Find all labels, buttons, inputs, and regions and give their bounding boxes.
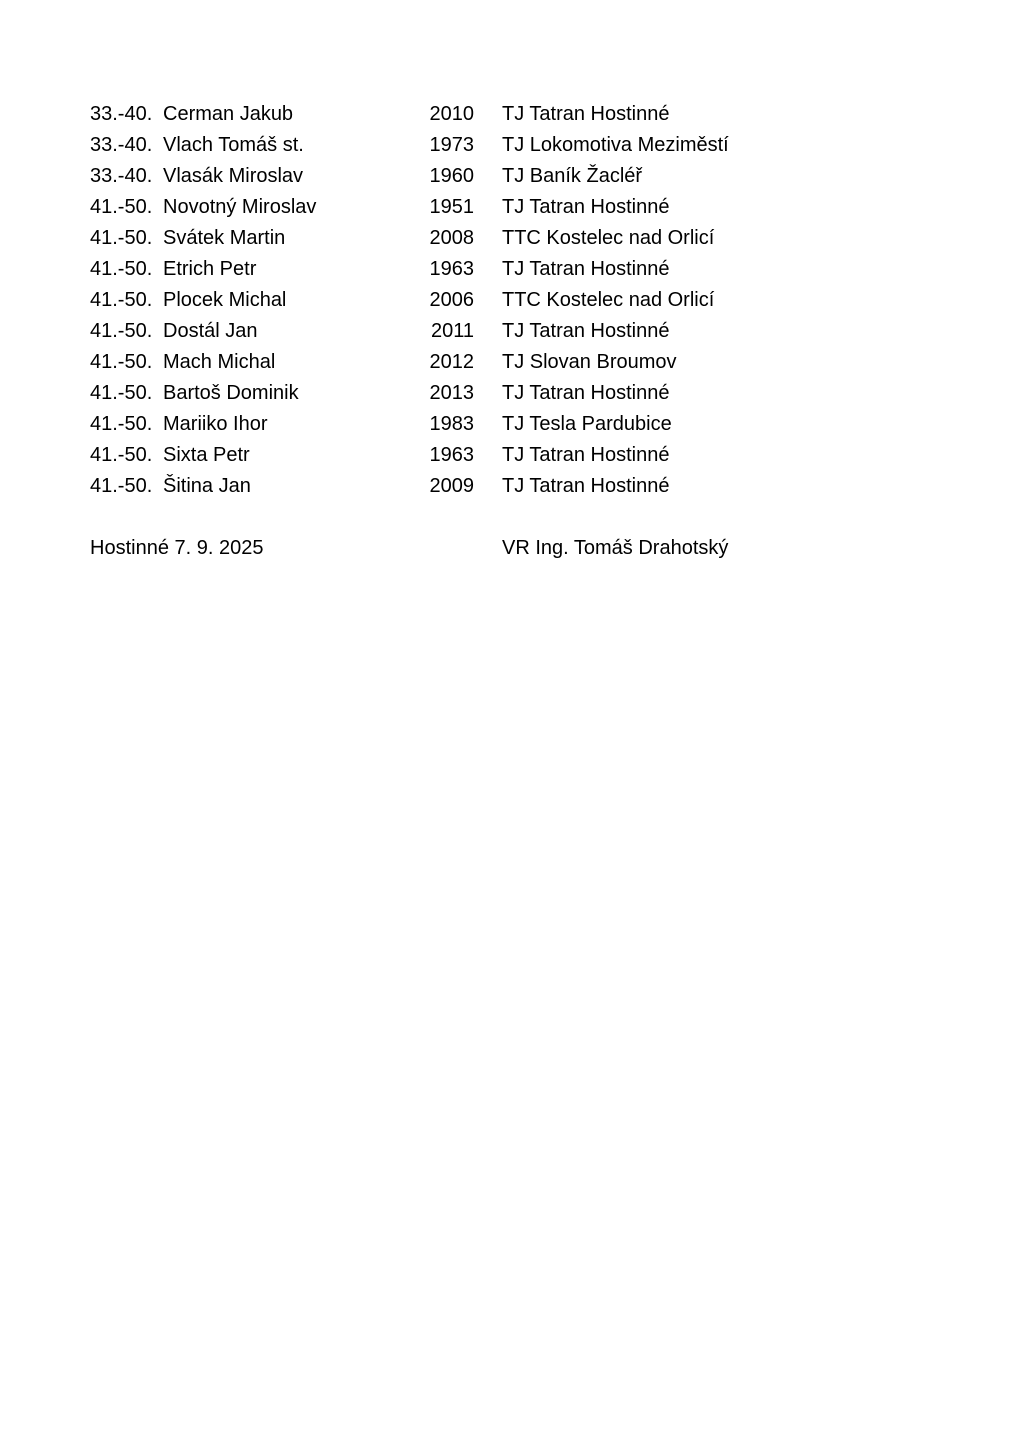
result-name: Cerman Jakub [163,103,294,125]
result-club: TJ Tatran Hostinné [502,103,670,125]
result-rank: 41.-50. [90,227,153,249]
result-year: 2010 [429,103,474,125]
result-rank: 41.-50. [90,258,153,280]
result-rank: 33.-40. [90,165,153,187]
result-row [90,130,790,161]
result-name: Dostál Jan [163,320,258,342]
document-footer [90,533,790,564]
result-year: 1960 [429,165,474,187]
result-club: TJ Tatran Hostinné [502,475,670,497]
result-rank: 41.-50. [90,475,153,497]
result-name: Sixta Petr [163,444,250,466]
result-year: 1963 [429,444,474,466]
result-rank: 41.-50. [90,196,153,218]
result-rank: 41.-50. [90,289,153,311]
result-name: Bartoš Dominik [163,382,299,404]
result-rank: 41.-50. [90,351,153,373]
result-row [90,254,790,285]
results-list [90,99,790,502]
result-year: 1951 [429,196,474,218]
result-row [90,99,790,130]
result-club: TTC Kostelec nad Orlicí [502,227,715,249]
result-club: TJ Tatran Hostinné [502,258,670,280]
place-and-date: Hostinné 7. 9. 2025 [90,537,264,559]
result-row [90,161,790,192]
result-row [90,285,790,316]
result-name: Svátek Martin [163,227,286,249]
result-year: 2008 [429,227,474,249]
result-club: TJ Slovan Broumov [502,351,677,373]
result-year: 2011 [430,320,474,342]
result-row [90,192,790,223]
result-row [90,409,790,440]
result-row [90,440,790,471]
result-name: Plocek Michal [163,289,287,311]
result-row [90,471,790,502]
result-club: TJ Lokomotiva Meziměstí [502,134,729,156]
result-name: Etrich Petr [163,258,257,280]
result-club: TJ Tatran Hostinné [502,320,670,342]
result-name: Vlach Tomáš st. [163,134,304,156]
result-club: TJ Tatran Hostinné [502,196,670,218]
result-name: Vlasák Miroslav [163,165,304,187]
result-row [90,223,790,254]
result-club: TTC Kostelec nad Orlicí [502,289,715,311]
result-row [90,378,790,409]
result-row [90,316,790,347]
result-year: 2009 [429,475,474,497]
result-club: TJ Tesla Pardubice [502,413,672,435]
result-year: 1983 [429,413,474,435]
result-rank: 41.-50. [90,413,153,435]
result-row [90,347,790,378]
result-year: 2012 [429,351,474,373]
result-rank: 41.-50. [90,444,153,466]
result-club: TJ Tatran Hostinné [502,382,670,404]
result-club: TJ Tatran Hostinné [502,444,670,466]
result-rank: 33.-40. [90,134,153,156]
result-club: TJ Baník Žacléř [502,165,643,187]
result-rank: 41.-50. [90,382,153,404]
result-year: 1963 [429,258,474,280]
result-year: 1973 [429,134,474,156]
result-name: Mach Michal [163,351,276,373]
result-name: Novotný Miroslav [163,196,317,218]
result-year: 2013 [429,382,474,404]
result-rank: 33.-40. [90,103,153,125]
result-name: Šitina Jan [163,475,251,497]
result-year: 2006 [429,289,474,311]
result-rank: 41.-50. [90,320,153,342]
result-name: Mariiko Ihor [163,413,268,435]
referee-signature: VR Ing. Tomáš Drahotský [502,537,729,559]
